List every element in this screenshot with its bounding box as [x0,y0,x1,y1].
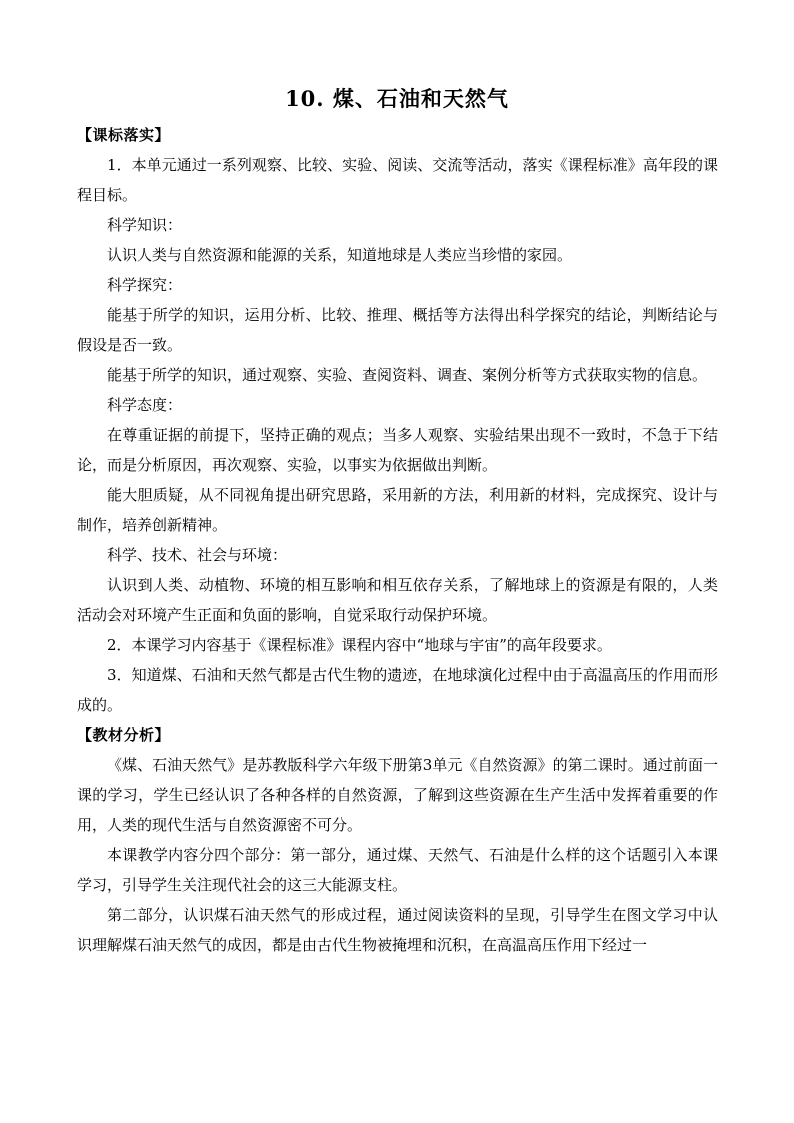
paragraph: 科学态度： [107,396,183,414]
paragraph: 认识人类与自然资源和能源的关系，知道地球是人类应当珍惜的家园。 [107,246,573,264]
paragraph: 本课教学内容分四个部分：第一部分，通过煤、天然气、石油是什么样的这个话题引入本课学习，引导学生关注现代社会的这三大能源支柱。 [77,846,718,894]
section-heading-textbook-analysis: 【教材分析】 [77,726,171,744]
paragraph: 2．本课学习内容基于《课程标准》课程内容中“地球与宇宙”的高年段要求。 [107,636,612,654]
paragraph: 能基于所学的知识，通过观察、实验、查阅资料、调查、案例分析等方式获取实物的信息。 [107,366,708,384]
document-body [77,120,718,960]
paragraph: 科学知识： [107,216,183,234]
paragraph: 认识到人类、动植物、环境的相互影响和相互依存关系，了解地球上的资源是有限的，人类活动会对环境产生正面和负面的影响，自觉采取行动保护环境。 [77,576,718,624]
section-heading-curriculum: 【课标落实】 [77,126,171,144]
paragraph: 能大胆质疑，从不同视角提出研究思路，采用新的方法，利用新的材料，完成探究、设计与制作，培养创新精神。 [77,486,718,534]
paragraph: 1．本单元通过一系列观察、比较、实验、阅读、交流等活动，落实《课程标准》高年段的课程目标。 [77,156,718,204]
paragraph: 科学、技术、社会与环境： [107,546,288,564]
paragraph: 《煤、石油天然气》是苏教版科学六年级下册第3单元《自然资源》的第二课时。通过前面一课的学习，学生已经认识了各种各样的自然资源，了解到这些资源在生产生活中发挥着重要的作用，人类的现代生活与自然资源密不可分。 [77,756,718,834]
paragraph: 在尊重证据的前提下，坚持正确的观点；当多人观察、实验结果出现不一致时，不急于下结论，而是分析原因，再次观察、实验，以事实为依据做出判断。 [77,426,718,474]
paragraph: 3．知道煤、石油和天然气都是古代生物的遗迹，在地球演化过程中由于高温高压的作用而形成的。 [77,666,718,714]
page-title: 10. 煤、石油和天然气 [285,86,509,111]
paragraph: 科学探究： [107,276,183,294]
paragraph: 第二部分，认识煤石油天然气的形成过程，通过阅读资料的呈现，引导学生在图文学习中认识理解煤石油天然气的成因，都是由古代生物被掩埋和沉积，在高温高压作用下经过一 [77,906,718,954]
paragraph: 能基于所学的知识，运用分析、比较、推理、概括等方法得出科学探究的结论，判断结论与假设是否一致。 [77,306,718,354]
